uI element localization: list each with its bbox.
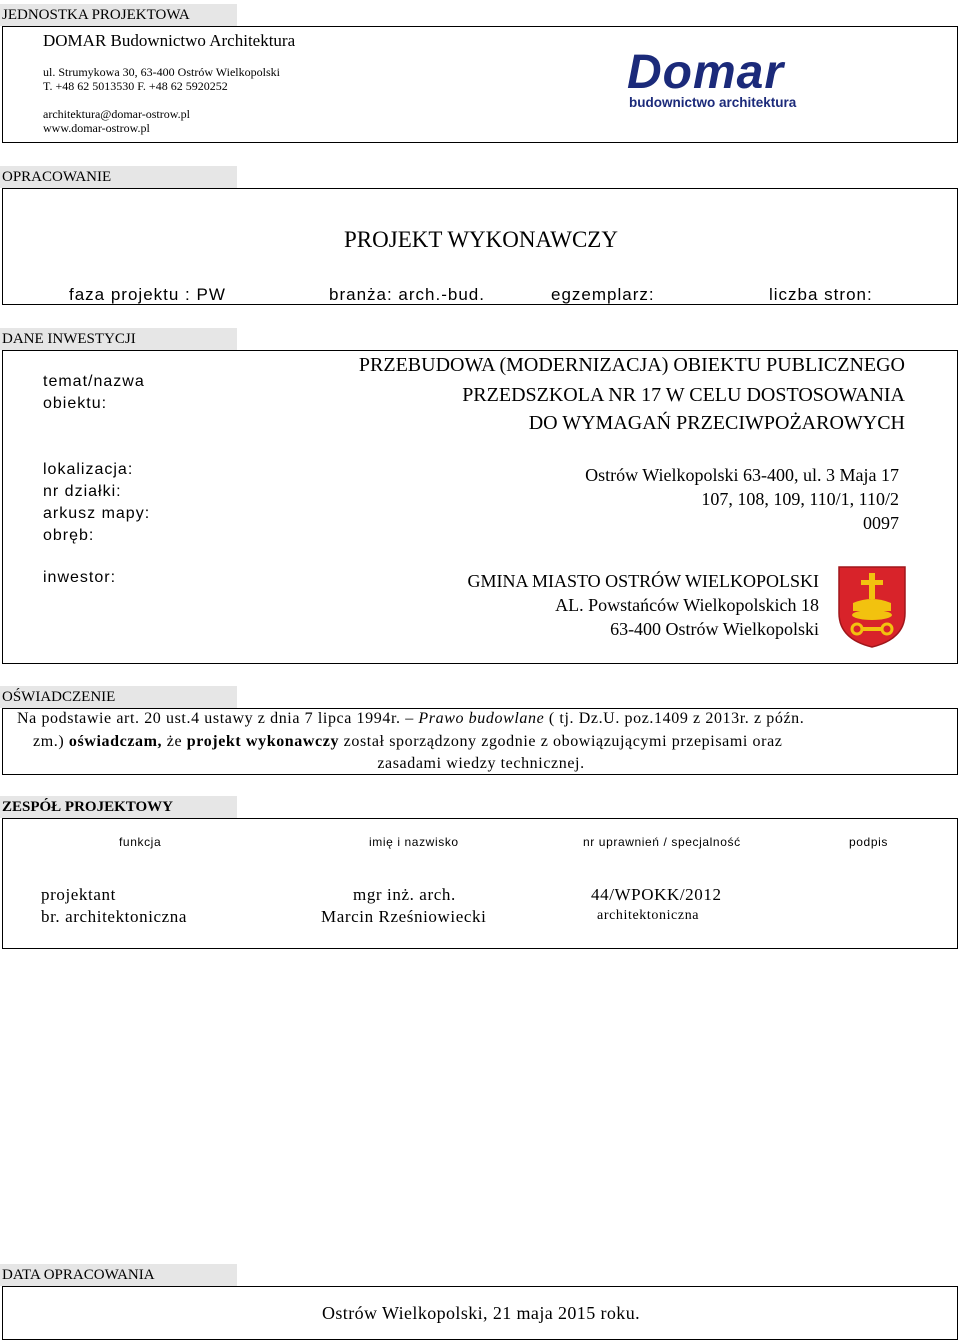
location-value: Ostrów Wielkopolski 63-400, ul. 3 Maja 17 xyxy=(585,465,899,485)
unit-name: DOMAR Budownictwo Architektura xyxy=(43,31,296,50)
sheet-label: arkusz mapy: xyxy=(43,505,151,522)
statement-text: zm.) xyxy=(33,733,65,750)
unit-website: www.domar-ostrow.pl xyxy=(43,121,150,135)
project-phase: faza projektu : PW xyxy=(69,285,226,304)
statement-project-type: projekt wykonawczy xyxy=(186,733,340,750)
topic-label-2: obiektu: xyxy=(43,395,108,412)
investor-city: 63-400 Ostrów Wielkopolski xyxy=(610,619,819,639)
statement-box xyxy=(2,708,958,775)
domar-logo xyxy=(627,46,842,111)
team-license-2: architektoniczna xyxy=(597,908,700,923)
statement-declaration: oświadczam, xyxy=(68,733,163,750)
unit-phone: T. +48 62 5013530 F. +48 62 5920252 xyxy=(43,79,228,93)
topic-line-3: DO WYMAGAŃ PRZECIWPOŻAROWYCH xyxy=(528,412,905,434)
investor-label: inwestor: xyxy=(43,569,117,586)
section-label-statement: OŚWIADCZENIE xyxy=(0,686,237,708)
statement-law-name: Prawo budowlane xyxy=(418,710,545,727)
project-branch: branża: arch.-bud. xyxy=(329,285,485,304)
precinct-value: 0097 xyxy=(863,513,899,533)
plot-label: nr działki: xyxy=(43,483,122,500)
investor-name: GMINA MIASTO OSTRÓW WIELKOPOLSKI xyxy=(467,571,819,591)
team-license-1: 44/WPOKK/2012 xyxy=(591,885,722,904)
copy-number: egzemplarz: xyxy=(551,285,655,304)
section-label-unit: JEDNOSTKA PROJEKTOWA xyxy=(0,4,237,26)
section-label-team: ZESPÓŁ PROJEKTOWY xyxy=(0,796,237,818)
precinct-label: obręb: xyxy=(43,527,95,544)
investor-street: AL. Powstańców Wielkopolskich 18 xyxy=(555,595,819,615)
topic-label-1: temat/nazwa xyxy=(43,373,145,390)
page-count: liczba stron: xyxy=(769,285,873,304)
team-header-name: imię i nazwisko xyxy=(369,835,459,849)
section-label-investment: DANE INWESTYCJI xyxy=(0,328,237,350)
location-label: lokalizacja: xyxy=(43,461,134,478)
topic-line-1: PRZEBUDOWA (MODERNIZACJA) OBIEKTU PUBLICZNEGO xyxy=(358,354,905,376)
team-header-license: nr uprawnień / specjalność xyxy=(583,835,741,849)
investment-box xyxy=(2,350,958,664)
team-name-1: mgr inż. arch. xyxy=(353,885,456,904)
section-label-study: OPRACOWANIE xyxy=(0,166,237,188)
unit-address: ul. Strumykowa 30, 63-400 Ostrów Wielkopolski xyxy=(43,65,280,79)
team-function-1: projektant xyxy=(41,885,116,904)
date-box xyxy=(2,1286,958,1340)
statement-line-3: zasadami wiedzy technicznej. xyxy=(377,755,585,772)
team-function-2: br. architektoniczna xyxy=(41,907,188,926)
team-name-2: Marcin Rześniowiecki xyxy=(321,907,487,926)
logo-subtext: budownictwo architektura xyxy=(629,95,797,110)
section-label-date: DATA OPRACOWANIA xyxy=(0,1264,237,1286)
coat-of-arms-icon xyxy=(837,565,907,649)
statement-text: ( tj. Dz.U. poz.1409 z 2013r. z późn. xyxy=(548,710,805,727)
logo-wordmark: Domar xyxy=(627,46,785,99)
plot-value: 107, 108, 109, 110/1, 110/2 xyxy=(701,489,899,509)
team-header-signature: podpis xyxy=(849,835,888,849)
issue-date: Ostrów Wielkopolski, 21 maja 2015 roku. xyxy=(321,1303,640,1323)
study-box xyxy=(2,188,958,305)
team-header-function: funkcja xyxy=(119,835,162,849)
statement-text: Na podstawie art. 20 ust.4 ustawy z dnia 7 lipca 1994r. – xyxy=(17,710,414,727)
document-title: PROJEKT WYKONAWCZY xyxy=(344,227,618,252)
unit-box xyxy=(2,26,958,143)
unit-email: architektura@domar-ostrow.pl xyxy=(43,107,190,121)
team-box xyxy=(2,818,958,949)
topic-line-2: PRZEDSZKOLA NR 17 W CELU DOSTOSOWANIA xyxy=(462,384,905,406)
statement-line-2 xyxy=(33,733,782,751)
statement-text: że xyxy=(166,733,183,750)
statement-line-1 xyxy=(17,710,804,728)
statement-text: został sporządzony zgodnie z obowiązującymi przepisami oraz xyxy=(343,733,783,750)
